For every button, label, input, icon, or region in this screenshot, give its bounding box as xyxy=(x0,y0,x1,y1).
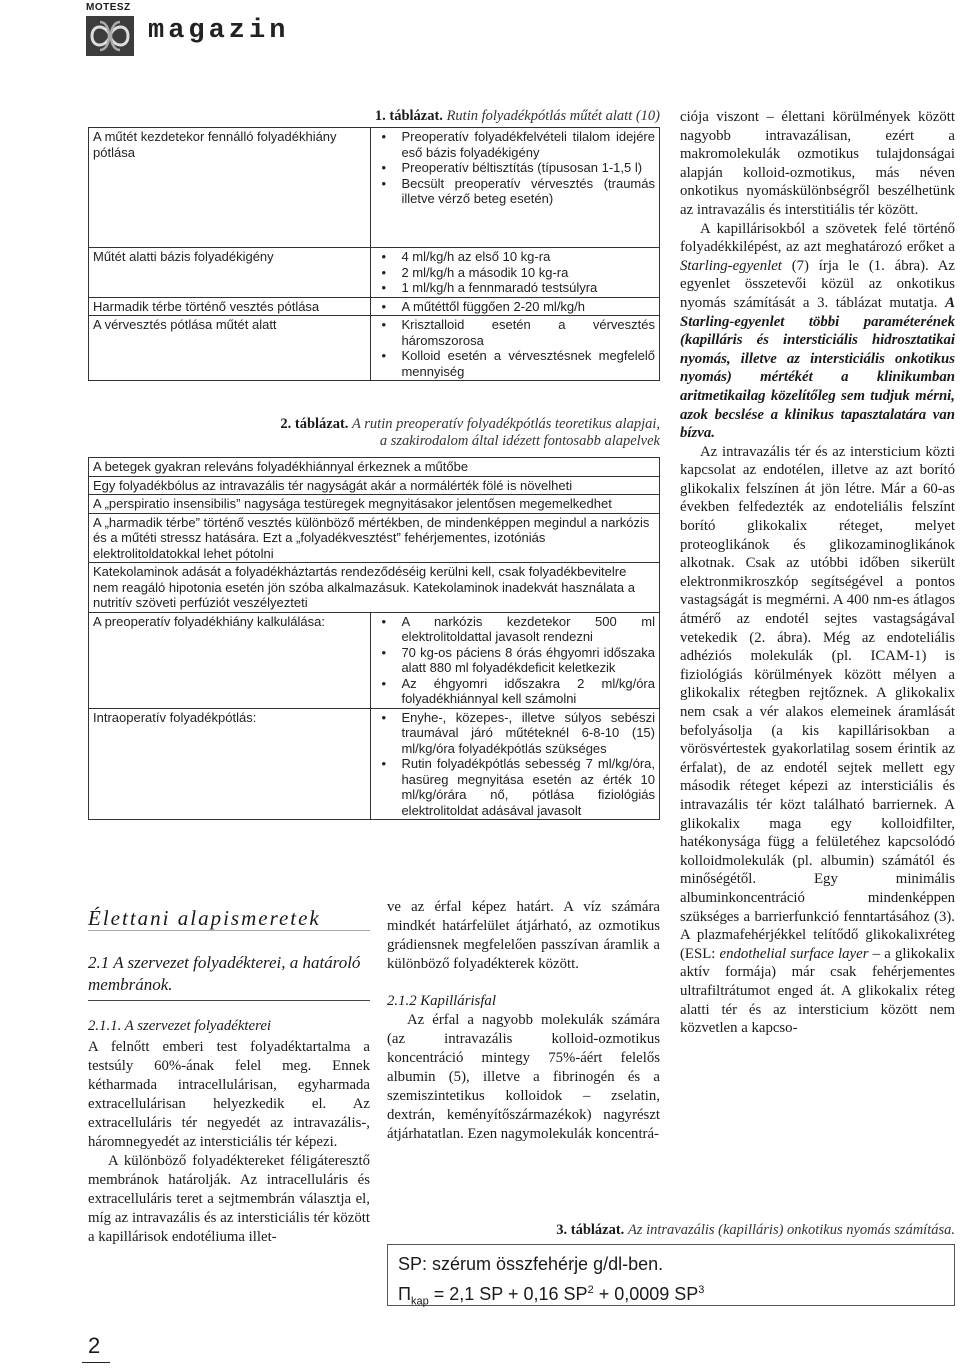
paragraph: ve az érfal képez határt. A víz számára mindkét határfelület átjárható, az ozmotikus grádiensnek megfelelően passzívan áramlik a különböző folyadékterek között. xyxy=(387,899,660,972)
right-column xyxy=(680,108,955,1038)
paragraph: A kapillárisokból a szövetek felé történő folyadékkilépést, az azt meghatározó erőket a Starling-egyenlet (7) írja le (1. ábra). Az egyenlet összetevői közül az onkotikus nyomás számítását a 3. táblázat mutatja. A Starling-egyenlet többi paraméterének (kapilláris és intersticiális hidrosztatikai nyomás, illetve az intersticiális onkotikus nyomás) mértékét a klinikumban aritmetikailag közelítőleg sem tudjuk mérni, azok becslése a klinikus tapasztalatára van bízva. xyxy=(680,220,956,442)
table3-caption xyxy=(387,1222,955,1239)
subsection-title: 2.1 A szervezet folyadékterei, a határoló membránok. xyxy=(88,953,361,994)
table-cell: A „harmadik térbe” történő vesztés különböző mértékben, de mindenképpen megindul a narkózis és a műtéti stressz hatására. Ezt a „folyadékvesztést” fehérjementes, izotóniás elektrolitoldatokkal lehet pótolni xyxy=(89,513,660,563)
paragraph: A felnőtt emberi test folyadéktartalma a testsúly 60%-ának felel meg. Ennek kétharmada intracellulárisan, egyharmada extracellulárisan helyezkedik el. Az extracelluláris tér negyedét az intravazális-, háromnegyedét az intersticiális tér képezi. xyxy=(88,1039,370,1150)
table2-caption-number: 2. táblázat. xyxy=(280,416,349,432)
table-row xyxy=(89,248,660,298)
table-row xyxy=(89,458,660,477)
table3-caption-number: 3. táblázat. xyxy=(556,1222,625,1238)
table2-caption-line1: A rutin preoperatív folyadékpótlás teoretikus alapjai, xyxy=(352,416,660,432)
table-row xyxy=(89,495,660,514)
paragraph: ciója viszont – élettani körülmények között nagyobb intravazálisan, ezért a makromolekulák ozmotikus tulajdonságai alapján kolloid-ozmotikus, más néven onkotikus nyomáskülönbségről beszélhetünk az intravazális és interstitiális tér között. xyxy=(680,109,955,218)
table1 xyxy=(88,127,660,381)
list-item: • Preoperatív béltisztítás (típusosan 1-1,5 l) xyxy=(401,160,655,176)
table-row xyxy=(89,297,660,316)
list-item: • Rutin folyadékpótlás sebesség 7 ml/kg/óra, hasüreg megnyitása esetén az érték 10 ml/kg/órára nő, pótlása fiziológiás elektrolitoldat adásával javasolt xyxy=(401,756,655,818)
table-cell-label: Intraoperatív folyadékpótlás: xyxy=(89,708,371,820)
magazine-title: magazin xyxy=(148,16,290,46)
section-title: Élettani alapismeretek xyxy=(88,906,321,930)
esl-term: endothelial surface layer xyxy=(719,945,869,962)
page-number: 2 xyxy=(88,1333,101,1358)
divider xyxy=(82,1362,110,1363)
table-cell: A „perspiratio insensibilis” nagysága testüregek megnyitásakor jelentősen megemelkedhet xyxy=(89,495,660,514)
table-cell: A betegek gyakran releváns folyadékhiánnyal érkeznek a műtőbe xyxy=(89,458,660,477)
table2 xyxy=(88,457,660,820)
list-item: • A műtéttől függően 2-20 ml/kg/h xyxy=(401,299,655,315)
list-item: • A narkózis kezdetekor 500 ml elektrolitoldattal javasolt rendezni xyxy=(401,614,655,645)
list-item: • Az éhgyomri időszakra 2 ml/kg/óra folyadékhiánnyal kell számolni xyxy=(401,676,655,707)
formula-definition: SP: szérum összfehérje g/dl-ben. xyxy=(398,1254,664,1274)
formula-equation: $\Pi_{kap} = 2,1$ SP + 0,16 $SP^2 + 0,0009$ $SP^3$ xyxy=(398,1284,705,1308)
table3-caption-text: Az intravazális (kapilláris) onkotikus nyomás számítása. xyxy=(627,1222,955,1238)
table1-caption xyxy=(300,108,660,125)
middle-column xyxy=(387,898,660,1144)
subsection-heading: 2.1.2 Kapillárisfal xyxy=(387,993,496,1009)
list-item: • Krisztalloid esetén a vérvesztés háromszorosa xyxy=(401,317,655,348)
left-column xyxy=(88,1038,370,1247)
table-cell: Katekolaminok adását a folyadékháztartás rendeződéséig kerülni kell, csak folyadékbevitelre nem reagáló hipotonia esetén jön szóba alkalmazásuk. Katekolaminok inadekvát használata a nutritív szöveti perfúziót veszélyezteti xyxy=(89,563,660,613)
masthead xyxy=(86,2,290,46)
table2-caption-line2: a szakirodalom által idézett fontosabb alapelvek xyxy=(379,433,660,449)
table-cell: Egy folyadékbólus az intravazális tér nagyságát akár a normálérték fölé is növelheti xyxy=(89,476,660,495)
table1-caption-number: 1. táblázat. xyxy=(374,108,443,124)
onkotic-pressure-formula xyxy=(387,1244,955,1306)
divider xyxy=(88,930,370,931)
list-item: • Becsült preoperatív vérvesztés (traumás illetve vérző beteg esetén) xyxy=(401,176,655,207)
starling-term: Starling-egyenlet xyxy=(680,257,782,274)
celtic-knot-icon xyxy=(86,16,134,56)
table-row xyxy=(89,563,660,613)
table-cell-label: Műtét alatti bázis folyadékigény xyxy=(89,248,371,298)
table-row xyxy=(89,708,660,820)
table-row xyxy=(89,476,660,495)
divider xyxy=(88,1000,370,1001)
paragraph: A különböző folyadéktereket féligáteresztő membránok határolják. Az intracelluláris és extracelluláris teret a sejtmembrán választja el, míg az intravazális és az intersticiális tér között a kapillárisok endotéliuma illet- xyxy=(88,1153,370,1245)
table-row xyxy=(89,612,660,708)
paragraph: Az érfal a nagyobb molekulák számára (az intravazális kolloid-ozmotikus koncentráció mintegy 75%-áért felelős albumin (5), illetve a fibrinogén és a szemiszintetikus kolloidok – zselatin, dextrán, keményítőszármazékok) nagyrészt átjárhatatlan. Ezen nagymolekulák koncentrá- xyxy=(387,1012,660,1142)
list-item: • Enyhe-, közepes-, illetve súlyos sebészi traumával járó műtéteknél 6-8-10 (15) ml/kg/óra folyadékpótlás szükséges xyxy=(401,710,655,757)
list-item: • 1 ml/kg/h a fennmaradó testsúlyra xyxy=(401,280,655,296)
list-item: • Preoperatív folyadékfelvételi tilalom idejére eső bázis folyadékigény xyxy=(401,129,655,160)
table-cell-label: A vérvesztés pótlása műtét alatt xyxy=(89,316,371,381)
table1-caption-text: Rutin folyadékpótlás műtét alatt (10) xyxy=(446,108,660,124)
list-item: • 70 kg-os páciens 8 órás éhgyomri időszaka alatt 880 ml folyadékdeficit keletkezik xyxy=(401,645,655,676)
emphasis-text: A Starling-egyenlet többi paraméterének (kapilláris és intersticiális hidrosztatikai nyomás, illetve az intersticiális onkotikus nyomás) mértékét a klinikumban aritmetikailag közelítőleg sem tudjuk mérni, azok becslése a klinikus tapasztalatára van bízva. xyxy=(680,294,955,442)
list-item: • Kolloid esetén a vérvesztésnek megfelelő mennyiség xyxy=(401,348,655,379)
list-item: • 4 ml/kg/h az első 10 kg-ra xyxy=(401,249,655,265)
table-cell-label: Harmadik térbe történő vesztés pótlása xyxy=(89,297,371,316)
paragraph: Az intravazális tér és az intersticium közti kapcsolat az endotélen, illetve az azt borító glikokalix felszínen át jön létre. Már a 60-as években felfedezték az endoteliális felszínt borító glikokalix réteget, melyet proteoglikánok és glikozaminoglikánok alkotnak. Csak az utóbbi időben sikerült elektronmikroszkóp segítségével a pontos vastagságát is megmérni. A 400 nm-es átlagos átmérő az endotél sejtes vastagságával vetekedik (2. ábra). Még az endoteliális adhéziós molekulák (pl. ICAM-1) is fiziológiás körülmények között mélyen a glikokalix rétegben rejtőznek. A glikokalix nem csak a vér alakos elemeinek áramlását befolyásolja (a kis kapillárisokban a vörösvértestek gyakorlatilag sosem érintik az érfalat), de az endotél sejtek mellett egy második réteget képezi az intersticiális és intravazális tér közt található barriernek. A glikokalix maga egy kolloidfilter, hatékonysága függ a felületéhez kapcsolódó kolloidmolekulák (pl. albumin) számától és minőségétől. Egy minimális albuminkoncentráció mindenképpen szükséges a barrierfunkció fenntartásához (3). A plazmafehérjékkel telítődő glikokalixréteg (ESL: endothelial surface layer – a glikokalix aktív formája) már csak fehérjementes ultrafiltrátumot enged át. A glikokalix réteg alatti tér és az intersticium között nem közvetlen a kapcso- xyxy=(680,443,955,1037)
table2-caption xyxy=(200,416,660,450)
subsubsection-title: 2.1.1. A szervezet folyadékterei xyxy=(88,1018,271,1034)
list-item: • 2 ml/kg/h a második 10 kg-ra xyxy=(401,265,655,281)
table-row xyxy=(89,513,660,563)
org-name: MOTESZ xyxy=(86,2,131,13)
table-row xyxy=(89,316,660,381)
table-cell-label: A műtét kezdetekor fennálló folyadékhiány pótlása xyxy=(89,128,371,248)
table-row xyxy=(89,128,660,248)
table-cell-label: A preoperatív folyadékhiány kalkulálása: xyxy=(89,612,371,708)
